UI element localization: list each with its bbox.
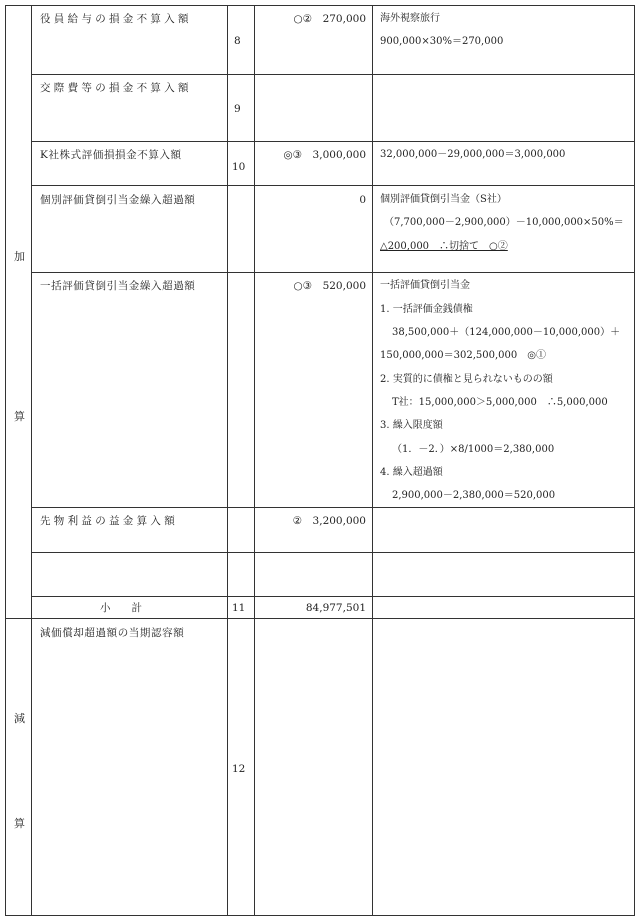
row-detail-line: 1. 一括評価金銭債権 [380, 304, 473, 315]
section-sub-char-2: 算 [14, 817, 25, 830]
subtotal-label: 小 計 [100, 602, 142, 614]
section-add-char-2: 算 [14, 410, 25, 423]
row-amount: ② 3,200,000 [292, 515, 366, 527]
subtotal-amount: 84,977,501 [305, 602, 366, 614]
row-label-depreciation-recognition: 減価償却超過額の当期認容額 [40, 627, 185, 639]
section-add-char-1: 加 [14, 250, 25, 263]
row-label-individual-allowance: 個別評価貸倒引当金繰入超過額 [40, 194, 196, 206]
row-detail-line: 一括評価貸倒引当金 [380, 280, 470, 291]
row-detail-line: 150,000,000＝302,500,000 ◎① [380, 350, 546, 361]
row-no: 8 [234, 35, 241, 47]
subtotal-no: 11 [232, 602, 246, 614]
row-detail-line: 2. 実質的に債権と見られないものの額 [380, 374, 553, 385]
row-label-general-allowance: 一括評価貸倒引当金繰入超過額 [40, 280, 196, 292]
row-label-futures-gain: 先物利益の益金算入額 [40, 515, 178, 527]
row-detail-line: 海外視察旅行 [380, 13, 440, 24]
row-detail-line: 32,000,000－29,000,000＝3,000,000 [380, 149, 566, 160]
row-detail-line: 38,500,000＋（124,000,000－10,000,000）＋ [392, 327, 621, 338]
row-label-officer-compensation: 役員給与の損金不算入額 [40, 13, 192, 25]
row-detail-line: 2,900,000－2,380,000＝520,000 [392, 490, 556, 501]
row-amount: ○③ 520,000 [293, 280, 366, 292]
section-sub-char-1: 減 [14, 712, 25, 725]
row-detail-line: 個別評価貸倒引当金（S社） [380, 194, 507, 205]
row-detail-line: T社：15,000,000＞5,000,000 ∴5,000,000 [392, 397, 608, 408]
row-detail-line: （7,700,000－2,900,000）－10,000,000×50%＝ [384, 217, 624, 228]
row-no: 9 [234, 103, 241, 115]
row-no: 10 [232, 161, 246, 173]
row-amount: ◎③ 3,000,000 [283, 149, 366, 161]
row-detail-line: △200,000 ∴切捨て ○② [380, 241, 508, 252]
row-label-entertainment-expense: 交際費等の損金不算入額 [40, 82, 192, 94]
row-label-stock-valuation-loss: K社株式評価損損金不算入額 [40, 149, 182, 161]
row-amount: ○② 270,000 [293, 13, 366, 25]
row-detail-line: 4. 繰入超過額 [380, 467, 443, 478]
row-detail-line: 3. 繰入限度額 [380, 420, 443, 431]
row-amount: 0 [359, 194, 366, 206]
row-detail-line: 900,000×30%＝270,000 [380, 36, 504, 47]
deduction-no: 12 [232, 763, 246, 775]
row-detail-line: （1．－2．）×8/1000＝2,380,000 [392, 444, 555, 455]
